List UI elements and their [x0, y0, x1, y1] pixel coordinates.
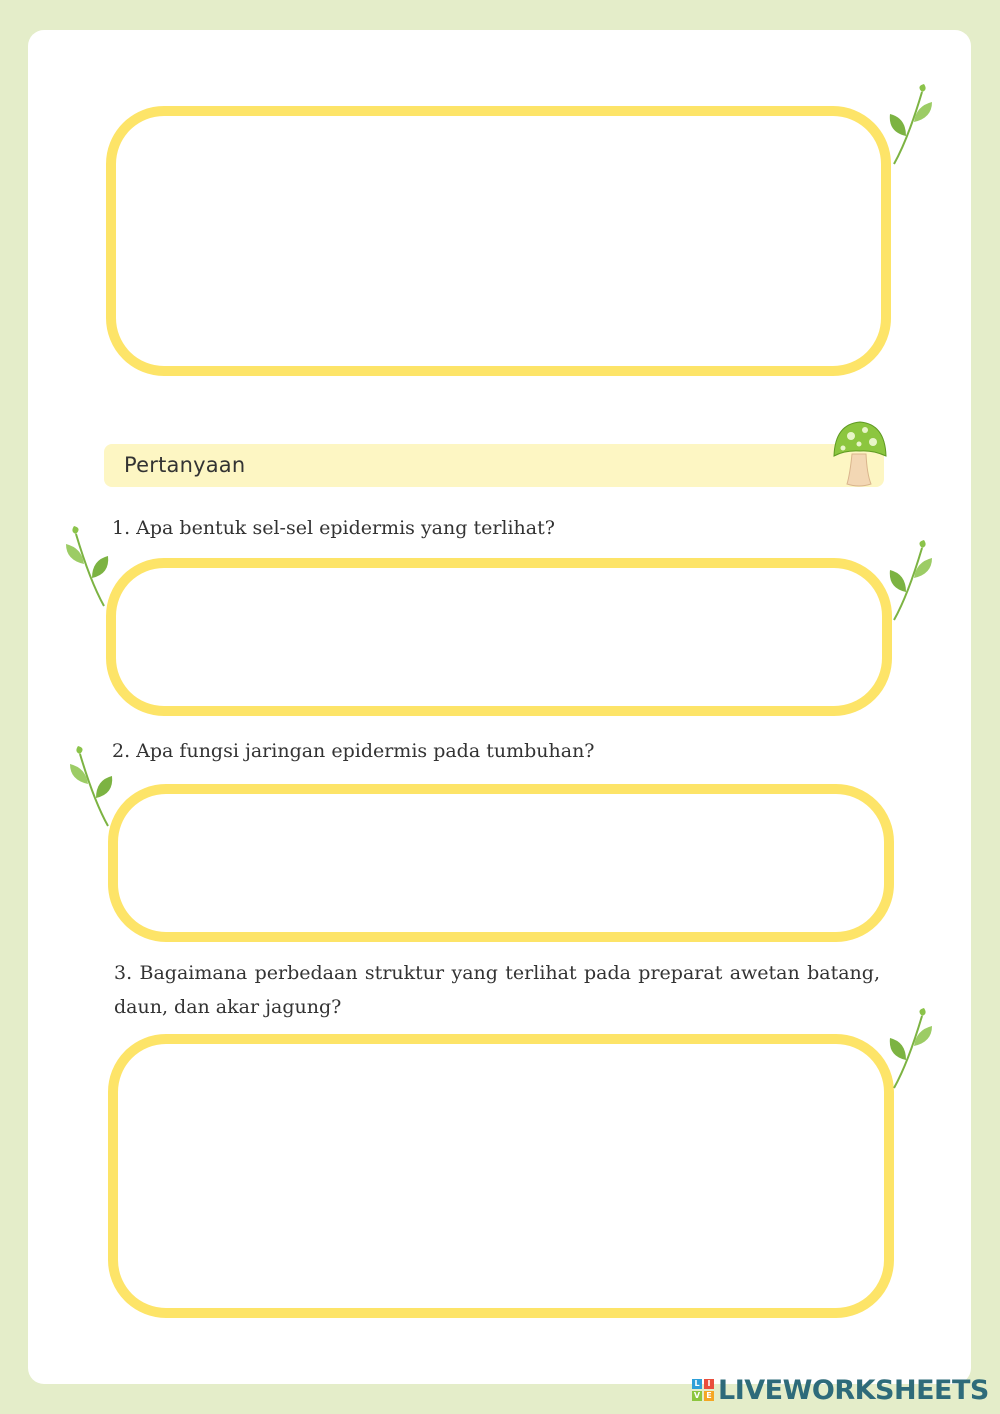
sprout-icon	[886, 1008, 936, 1093]
mushroom-icon	[831, 418, 889, 488]
question-3: 3. Bagaimana perbedaan struktur yang terlihat pada preparat awetan batang, daun, dan akar jagung?	[114, 962, 880, 1018]
sprout-icon	[66, 746, 116, 831]
logo-letter: E	[704, 1391, 714, 1401]
answer-box-question-3[interactable]	[108, 1034, 894, 1318]
question-1: 1. Apa bentuk sel-sel epidermis yang terlihat?	[112, 517, 555, 539]
answer-box-question-1[interactable]	[106, 558, 892, 716]
section-title: Pertanyaan	[124, 453, 246, 477]
section-header	[104, 444, 884, 487]
logo-letter: L	[692, 1379, 702, 1389]
sprout-icon	[62, 526, 112, 611]
logo-letter: V	[693, 1391, 701, 1400]
logo-letter: I	[704, 1379, 714, 1389]
logo-mark-icon	[692, 1379, 714, 1401]
answer-box-question-2[interactable]	[108, 784, 894, 942]
answer-box-observation[interactable]	[106, 106, 891, 376]
sprout-icon	[886, 540, 936, 625]
sprout-icon	[886, 84, 936, 169]
question-2: 2. Apa fungsi jaringan epidermis pada tumbuhan?	[112, 740, 595, 762]
liveworksheets-logo[interactable]	[692, 1374, 989, 1406]
logo-text: LIVEWORKSHEETS	[718, 1374, 989, 1406]
